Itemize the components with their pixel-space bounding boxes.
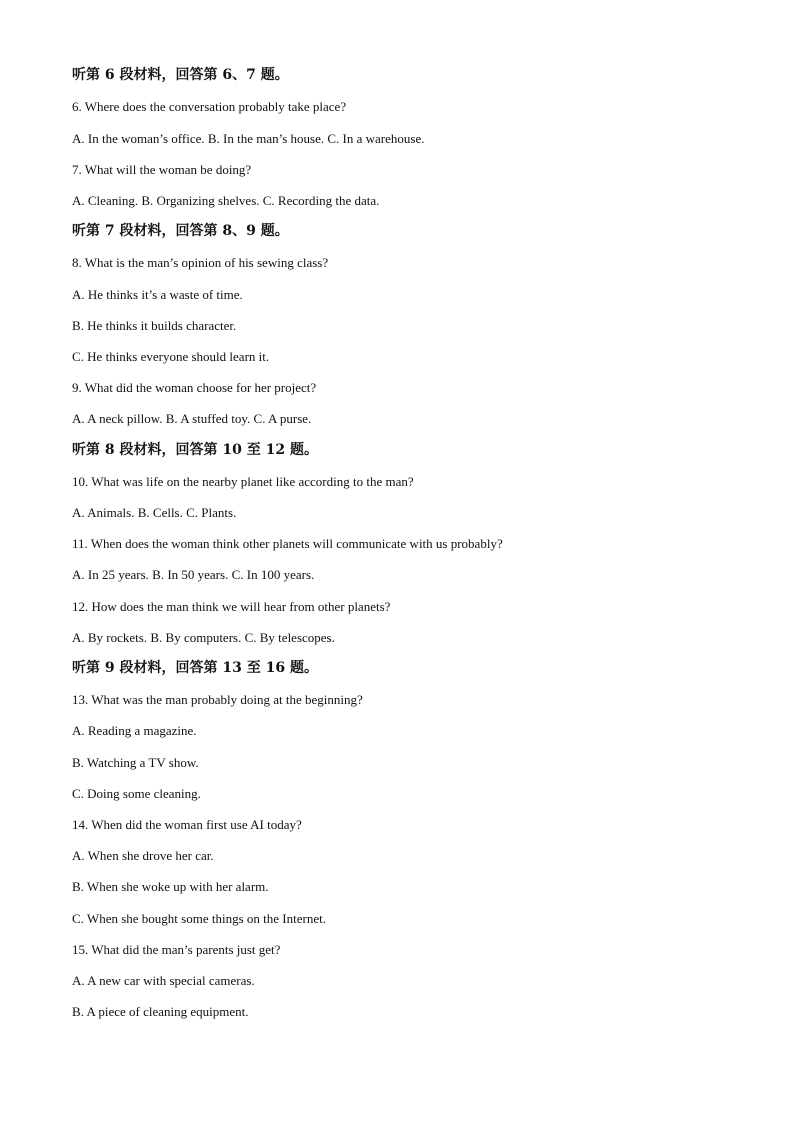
section-heading: 听第 6 段材料，回答第 6、7 题。 bbox=[72, 67, 289, 83]
answer-option: B. He thinks it builds character. bbox=[72, 318, 237, 333]
answer-options: A. Cleaning. B. Organizing shelves. C. Recording the data. bbox=[72, 193, 380, 208]
answer-option: B. When she woke up with her alarm. bbox=[72, 879, 269, 894]
question-text: 6. Where does the conversation probably take place? bbox=[72, 99, 347, 114]
answer-options: A. By rockets. B. By computers. C. By telescopes. bbox=[72, 630, 335, 645]
question-text: 7. What will the woman be doing? bbox=[72, 162, 252, 177]
question-text: 8. What is the man’s opinion of his sewing class? bbox=[72, 255, 329, 270]
question-text: 14. When did the woman first use AI today? bbox=[72, 817, 302, 832]
question-text: 12. How does the man think we will hear from other planets? bbox=[72, 599, 391, 614]
section-heading: 听第 9 段材料，回答第 13 至 16 题。 bbox=[72, 660, 318, 676]
answer-options: A. A neck pillow. B. A stuffed toy. C. A purse. bbox=[72, 411, 312, 426]
answer-options: A. In the woman’s office. B. In the man’s house. C. In a warehouse. bbox=[72, 131, 425, 146]
answer-options: A. Animals. B. Cells. C. Plants. bbox=[72, 505, 237, 520]
section-heading: 听第 8 段材料，回答第 10 至 12 题。 bbox=[72, 442, 318, 458]
answer-options: A. In 25 years. B. In 50 years. C. In 100 years. bbox=[72, 567, 315, 582]
answer-option: C. He thinks everyone should learn it. bbox=[72, 349, 270, 364]
answer-option: C. Doing some cleaning. bbox=[72, 786, 201, 801]
question-text: 10. What was life on the nearby planet like according to the man? bbox=[72, 474, 414, 489]
answer-option: A. A new car with special cameras. bbox=[72, 973, 255, 988]
question-text: 15. What did the man’s parents just get? bbox=[72, 942, 281, 957]
answer-option: B. A piece of cleaning equipment. bbox=[72, 1004, 249, 1019]
question-text: 11. When does the woman think other planets will communicate with us probably? bbox=[72, 536, 503, 551]
answer-option: A. He thinks it’s a waste of time. bbox=[72, 287, 243, 302]
answer-option: B. Watching a TV show. bbox=[72, 755, 199, 770]
answer-option: A. When she drove her car. bbox=[72, 848, 214, 863]
question-text: 13. What was the man probably doing at the beginning? bbox=[72, 692, 363, 707]
section-heading: 听第 7 段材料，回答第 8、9 题。 bbox=[72, 223, 289, 239]
answer-option: C. When she bought some things on the Internet. bbox=[72, 911, 326, 926]
question-text: 9. What did the woman choose for her project? bbox=[72, 380, 317, 395]
answer-option: A. Reading a magazine. bbox=[72, 723, 197, 738]
